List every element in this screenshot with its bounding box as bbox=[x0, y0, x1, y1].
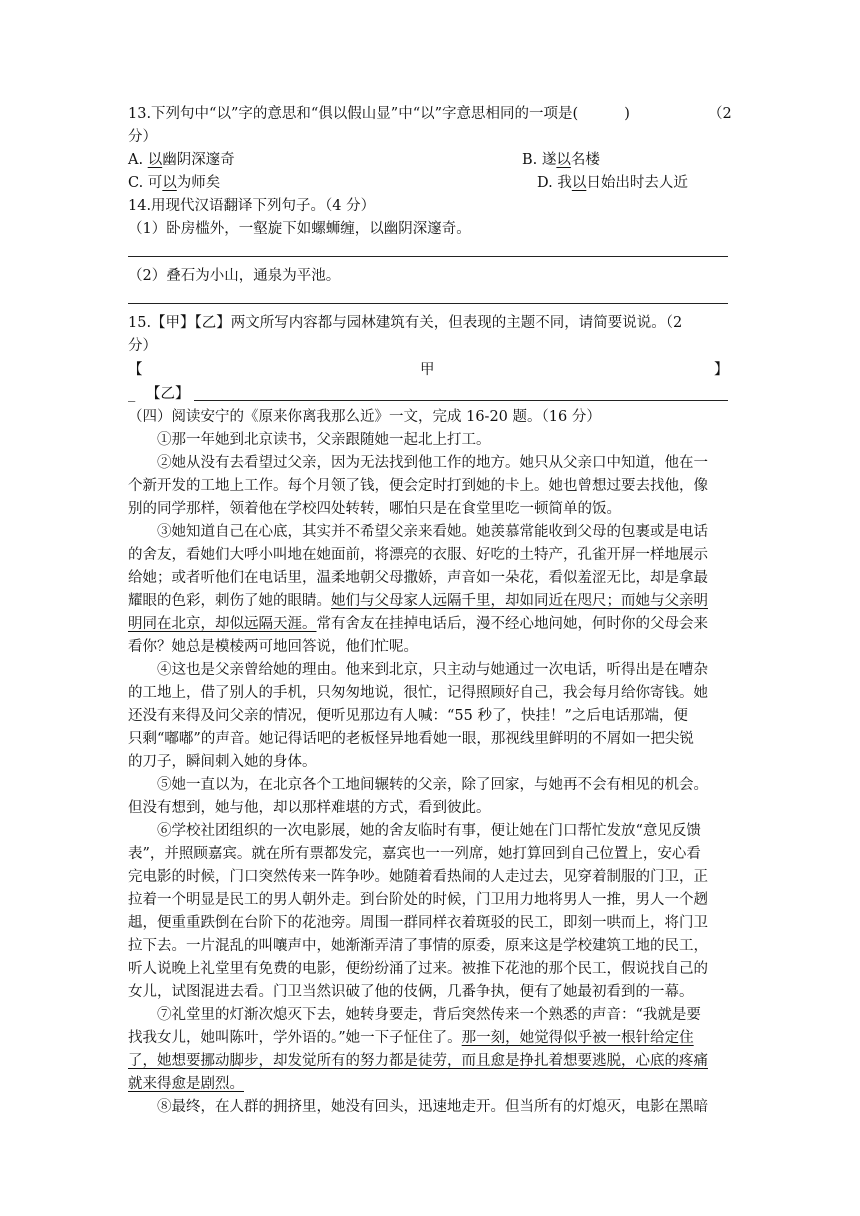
passage-line: ⑥学校社团组织的一次电影展，她的舍友临时有事，便让她在门口帮忙发放“意见反馈 bbox=[128, 823, 701, 839]
passage-line: 的工地上，借了别人的手机，只匆匆地说，很忙，记得照顾好自己，我会每月给你寄钱。她 bbox=[128, 685, 708, 701]
q15-stem-cont: 分） bbox=[128, 338, 157, 354]
underlined-sentence: 她们与父母家人远隔千里，却如同近在咫尺；而她与父亲明 bbox=[331, 593, 708, 609]
passage-line: ③她知道自己在心底，其实并不希望父亲来看她。她羡慕常能收到父母的包裹或是电话 bbox=[128, 524, 708, 540]
underlined-sentence: 那一刻，她觉得似乎被一根针给定住 bbox=[461, 1030, 694, 1046]
passage-line: 但没有想到，她与他，却以那样难堪的方式，看到彼此。 bbox=[128, 800, 491, 816]
passage-line: 的刀子，瞬间刺入她的身体。 bbox=[128, 754, 317, 770]
passage-line: ④这也是父亲曾给她的理由。他来到北京，只主动与她通过一次电话，听得出是在嘈杂 bbox=[128, 662, 708, 678]
q13-score: （2 bbox=[708, 106, 732, 122]
q13-option-a: A. 以幽阴深邃奇 bbox=[128, 152, 235, 168]
passage-line: 只剩“嘟嘟”的声音。她记得话吧的老板怪异地看她一眼，那视线里鲜明的不屑如一把尖锐 bbox=[128, 731, 694, 747]
q15-answer-line[interactable] bbox=[194, 400, 728, 401]
passage-line: ②她从没有去看望过父亲，因为无法找到他工作的地方。她只从父亲口中知道，他在一 bbox=[128, 455, 708, 471]
q15-jia-bracket-left: 【 bbox=[128, 362, 143, 378]
passage-line: 表”，并照顾嘉宾。就在所有票都发完，嘉宾也一一列席，她打算回到自己位置上，安心看 bbox=[128, 846, 701, 862]
passage-line: 女儿，试图混进去看。门卫当然识破了他的伎俩，几番争执，便有了她最初看到的一幕。 bbox=[128, 984, 694, 1000]
passage-line: 给她；或者听他们在电话里，温柔地朝父母撒娇，声音如一朵花，看似羞涩无比，却是拿最 bbox=[128, 570, 708, 586]
q13-stem: 13.下列句中“以”字的意思和“俱以假山显”中“以”字意思相同的一项是( bbox=[128, 106, 579, 122]
q14-sentence-2: （2）叠石为小山，通泉为平池。 bbox=[128, 268, 341, 284]
q13-option-d: D. 我以日始出时去人近 bbox=[537, 175, 688, 191]
passage-line: 还没有来得及问父亲的情况，便听见那边有人喊：“55 秒了，快挂！”之后电话那端，便 bbox=[128, 708, 688, 724]
passage-line: 拉下去。一片混乱的叫嚷声中，她渐渐弄清了事情的原委，原来这是学校建筑工地的民工， bbox=[128, 938, 708, 954]
passage-line: ⑦礼堂里的灯渐次熄灭下去，她转身要走，背后突然传来一个熟悉的声音：“我就是要 bbox=[128, 1007, 701, 1023]
passage-line: ⑧最终，在人群的拥挤里，她没有回头，迅速地走开。但当所有的灯熄灭，电影在黑暗 bbox=[128, 1099, 708, 1115]
underlined-sentence: 就来得愈是剧烈。 bbox=[128, 1076, 244, 1092]
passage-line: ⑤她一直以为，在北京各个工地间辗转的父亲，除了回家，与她再不会有相见的机会。 bbox=[128, 777, 708, 793]
passage-line: 拉着一个明显是民工的男人朝外走。到台阶处的时候，门卫用力地将男人一推，男人一个趔 bbox=[128, 892, 708, 908]
passage-line: 完电影的时候，门口突然传来一阵争吵。她随着看热闹的人走过去，见穿着制服的门卫，正 bbox=[128, 869, 708, 885]
q13-option-b: B. 遂以名楼 bbox=[522, 152, 600, 168]
q13-stem-close: ) bbox=[624, 106, 630, 122]
passage-line-underlined bbox=[128, 1074, 244, 1094]
q15-stem: 15.【甲】【乙】两文所写内容都与园林建筑有关，但表现的主题不同，请简要说说。（2 bbox=[128, 315, 683, 331]
q15-yi-dash: _ bbox=[128, 386, 136, 402]
section4-title: （四）阅读安宁的《原来你离我那么近》一文，完成 16-20 题。（16 分） bbox=[128, 409, 601, 425]
passage-line: ①那一年她到北京读书，父亲跟随她一起北上打工。 bbox=[128, 432, 491, 448]
q15-jia-label: 甲 bbox=[420, 362, 435, 378]
passage-line: 听人说晚上礼堂里有免费的电影，便纷纷涌了过来。被推下花池的那个民工，假说找自己的 bbox=[128, 961, 708, 977]
q13-stem-line bbox=[128, 104, 630, 124]
q13-option-c: C. 可以为师矣 bbox=[128, 175, 221, 191]
passage-line: 看你？她总是模棱两可地回答说，他们忙呢。 bbox=[128, 639, 418, 655]
passage-line-underlined: 耀眼的色彩，刺伤了她的眼睛。她们与父母家人远隔千里，却如同近在咫尺；而她与父亲明 bbox=[128, 593, 708, 609]
passage-line: 的舍友，看她们大呼小叫地在她面前，将漂亮的衣服、好吃的土特产，孔雀开屏一样地展示 bbox=[128, 547, 708, 563]
passage-line-underlined: 找我女儿，她叫陈叶，学外语的。”她一下子怔住了。那一刻，她觉得似乎被一根针给定住 bbox=[128, 1030, 694, 1046]
passage-line-underlined bbox=[128, 1051, 708, 1071]
q14-sentence-1: （1）卧房槛外，一壑旋下如螺蛳缠，以幽阴深邃奇。 bbox=[128, 221, 471, 237]
q13-score-cont: 分） bbox=[128, 129, 157, 145]
q14-answer-line-2[interactable] bbox=[128, 303, 728, 304]
passage-line-underlined: 明同在北京，却似远隔天涯。常有舍友在挂掉电话后，漫不经心地问她，何时你的父母会来 bbox=[128, 616, 708, 632]
passage-line: 个新开发的工地上工作。每个月领了钱，便会定时打到她的卡上。她也曾想过要去找他，像 bbox=[128, 478, 708, 494]
underlined-sentence: 明同在北京，却似远隔天涯。 bbox=[128, 616, 317, 632]
underlined-sentence: 了，她想要挪动脚步，却发觉所有的努力都是徒劳，而且愈是挣扎着想要逃脱，心底的疼痛 bbox=[128, 1053, 708, 1069]
q14-answer-line-1[interactable] bbox=[128, 256, 728, 257]
q14-stem: 14.用现代汉语翻译下列句子。（4 分） bbox=[128, 198, 376, 214]
passage-line: 别的同学那样，领着他在学校四处转转，哪怕只是在食堂里吃一顿简单的饭。 bbox=[128, 501, 621, 517]
q15-jia-bracket-right: 】 bbox=[714, 362, 729, 378]
passage-line: 趄，便重重跌倒在台阶下的花池旁。周围一群同样衣着斑驳的民工，即刻一哄而上，将门卫 bbox=[128, 915, 708, 931]
q15-yi-label: 【乙】 bbox=[146, 386, 190, 402]
